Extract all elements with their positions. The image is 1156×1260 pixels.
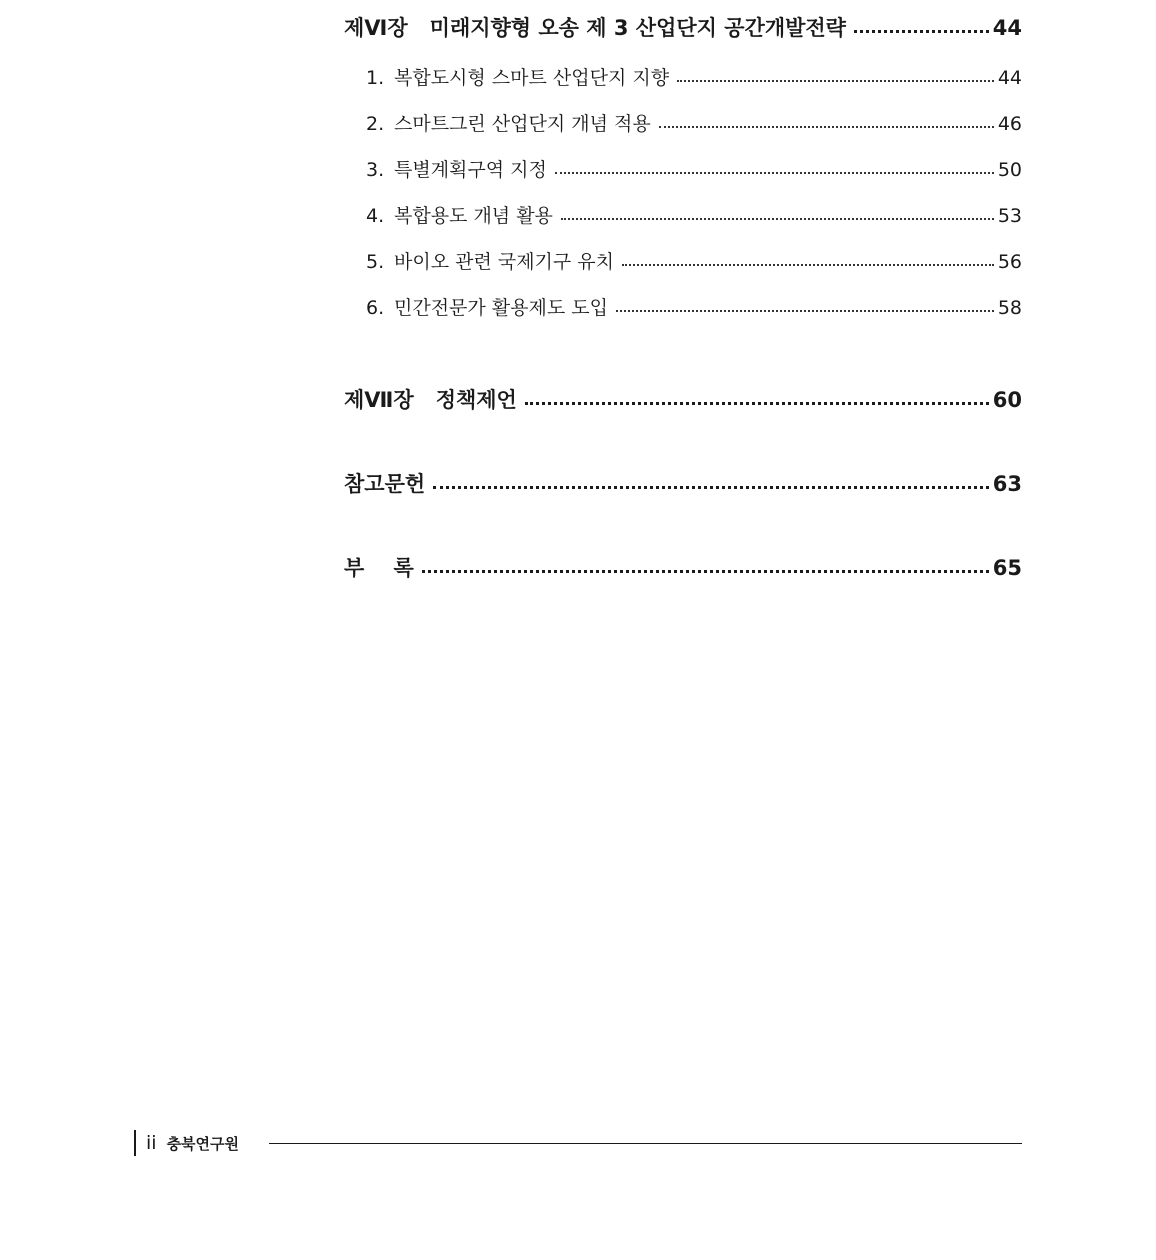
toc-section-label — [366, 201, 553, 228]
section-number: 4. — [366, 205, 385, 227]
page-number: 44 — [992, 16, 1022, 40]
dot-leader — [854, 30, 989, 33]
page-number: 44 — [997, 67, 1022, 89]
chapter-number: 제Ⅵ장 — [344, 16, 408, 40]
section-title: 스마트그린 산업단지 개념 적용 — [394, 113, 651, 135]
section-number: 2. — [366, 113, 385, 135]
section-number: 5. — [366, 251, 385, 273]
toc-section-6-3[interactable] — [366, 155, 1022, 182]
toc-section-6-2[interactable] — [366, 109, 1022, 136]
chapter-title: 정책제언 — [435, 388, 517, 412]
section-title: 바이오 관련 국제기구 유치 — [394, 251, 615, 273]
page-number: 56 — [997, 251, 1022, 273]
toc-chapter-label — [344, 12, 846, 42]
footer-vertical-bar — [134, 1130, 136, 1156]
section-title: 민간전문가 활용제도 도입 — [394, 297, 608, 319]
toc-chapter-7[interactable] — [344, 384, 1022, 414]
dot-leader — [616, 310, 994, 312]
page-number: 65 — [992, 556, 1022, 580]
dot-leader — [525, 402, 989, 405]
references-title: 참고문헌 — [344, 472, 426, 496]
chapter-number: 제Ⅶ장 — [344, 388, 414, 412]
chapter-title: 미래지향형 오송 제 3 산업단지 공간개발전략 — [429, 16, 846, 40]
toc-chapter-label — [344, 384, 517, 414]
dot-leader — [622, 264, 994, 266]
dot-leader — [433, 486, 989, 489]
dot-leader — [555, 172, 994, 174]
section-number: 1. — [366, 67, 385, 89]
toc-section-6-5[interactable] — [366, 247, 1022, 274]
dot-leader — [422, 570, 989, 573]
toc-section-label — [366, 109, 651, 136]
toc-section-label — [366, 155, 547, 182]
section-number: 6. — [366, 297, 385, 319]
page-number: 50 — [997, 159, 1022, 181]
appendix-title: 부 록 — [344, 556, 414, 580]
toc-references[interactable] — [344, 468, 1022, 498]
footer-page-number: ii — [146, 1132, 157, 1154]
dot-leader — [659, 126, 994, 128]
page-footer — [134, 1130, 1022, 1156]
toc-section-label — [366, 293, 608, 320]
section-title: 복합용도 개념 활용 — [394, 205, 553, 227]
toc-section-label — [366, 247, 614, 274]
dot-leader — [677, 80, 994, 82]
section-title: 복합도시형 스마트 산업단지 지향 — [394, 67, 670, 89]
toc-chapter-6[interactable] — [344, 12, 1022, 42]
toc-section-6-6[interactable] — [366, 293, 1022, 320]
page-number: 60 — [992, 388, 1022, 412]
footer-rule — [269, 1143, 1022, 1144]
page-number: 46 — [997, 113, 1022, 135]
toc-appendix[interactable] — [344, 552, 1022, 582]
section-title: 특별계획구역 지정 — [394, 159, 547, 181]
toc-section-6-1[interactable] — [366, 63, 1022, 90]
page-number: 53 — [997, 205, 1022, 227]
dot-leader — [561, 218, 994, 220]
toc-section-6-4[interactable] — [366, 201, 1022, 228]
page-number: 63 — [992, 472, 1022, 496]
page-number: 58 — [997, 297, 1022, 319]
footer-organization: 충북연구원 — [166, 1134, 240, 1153]
section-number: 3. — [366, 159, 385, 181]
toc-section-label — [366, 63, 669, 90]
